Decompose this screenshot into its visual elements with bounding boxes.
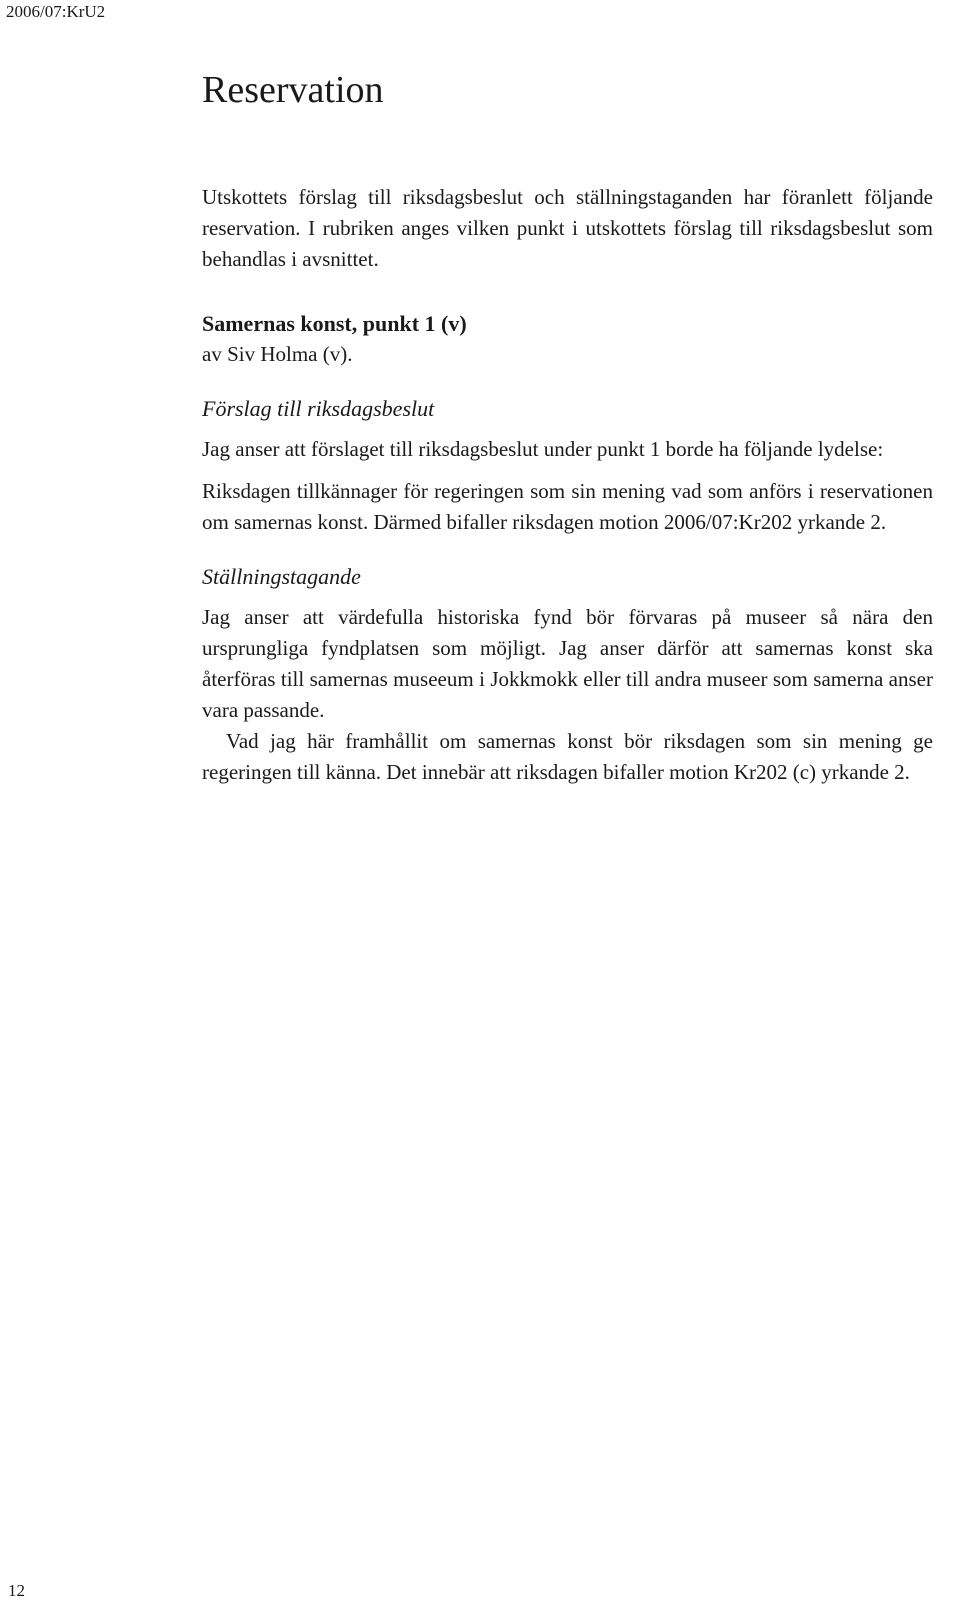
proposal-heading: Förslag till riksdagsbeslut [202, 396, 435, 421]
proposal-decision: Riksdagen tillkännager för regeringen som sin mening vad som anförs i reservationen om samernas konst. Därmed bifaller riksdagen motion 2006/07:Kr202 yrkande 2. [202, 479, 933, 534]
document-id: 2006/07:KrU2 [6, 2, 106, 21]
position-paragraph-2: Vad jag här framhållit om samernas konst bör riksdagen som sin mening ge regeringen till känna. Det innebär att riksdagen bifaller motion Kr202 (c) yrkande 2. [202, 729, 933, 784]
page-content [202, 62, 933, 788]
position-heading: Ställningstagande [202, 564, 361, 589]
position-paragraph-1: Jag anser att värdefulla historiska fynd bör förvaras på museer så nära den ursprungliga fyndplatsen som möjligt. Jag anser därför att samernas konst ska återföras till samernas museeum i Jokkmokk eller till andra museer som samerna anser vara passande. [202, 605, 933, 722]
page-number: 12 [8, 1581, 25, 1600]
proposal-text: Jag anser att förslaget till riksdagsbeslut under punkt 1 borde ha följande lydelse: [202, 437, 884, 461]
page-title: Reservation [202, 69, 384, 111]
intro-paragraph: Utskottets förslag till riksdagsbeslut och ställningstaganden har föranlett följande reservation. I rubriken anges vilken punkt i utskottets förslag till riksdagsbeslut som behandlas i avsnittet. [202, 185, 933, 271]
section-heading: Samernas konst, punkt 1 (v) [202, 311, 467, 336]
section-byline: av Siv Holma (v). [202, 342, 353, 366]
